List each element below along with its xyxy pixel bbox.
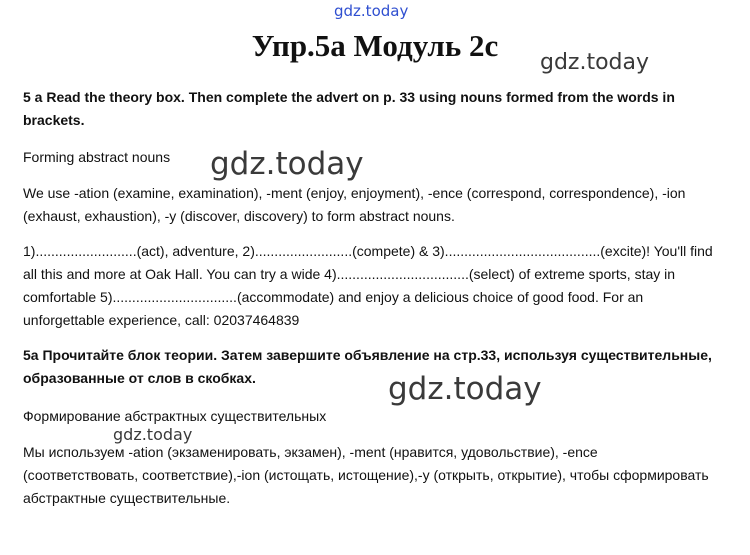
watermark: gdz.today <box>210 146 364 182</box>
watermark: gdz.today <box>540 50 650 75</box>
watermark: gdz.today <box>388 371 542 407</box>
task-instruction-en: 5 a Read the theory box. Then complete the advert on p. 33 using nouns formed from the words in brackets. <box>23 89 675 128</box>
theory-text-ru: Мы используем -ation (экзаменировать, экзамен), -ment (нравится, удовольствие), -ence (соответствовать, соответствие),-ion (истощать, истощение),-y (открыть, открытие), чтобы сформировать абстрактные существительные. <box>23 444 709 506</box>
watermark: gdz.today <box>113 425 193 444</box>
advert-text: 1)..........................(act), adventure, 2).........................(compete) & 3)........................................(excite)! You'll find all this and more at Oak Hall. You can try a wide 4)..................................(select) of extreme sports, stay in comfortable 5)................................(accommodate) and enjoy a delicious choice of good food. For an unforgettable experience, call: 02037464839 <box>23 243 713 328</box>
theory-text-en: We use -ation (examine, examination), -ment (enjoy, enjoyment), -ence (correspond, correspondence), -ion (exhaust, exhaustion), -y (discover, discovery) to form abstract nouns. <box>23 185 686 224</box>
theory-heading-en: Forming abstract nouns <box>23 149 171 165</box>
theory-heading-ru: Формирование абстрактных существительных <box>23 408 327 424</box>
page-title: Упр.5а Модуль 2с <box>251 28 499 63</box>
task-instruction-ru: 5а Прочитайте блок теории. Затем завершите объявление на стр.33, используя существительные, образованные от слов в скобках. <box>23 347 712 386</box>
watermark: gdz.today <box>334 2 409 20</box>
